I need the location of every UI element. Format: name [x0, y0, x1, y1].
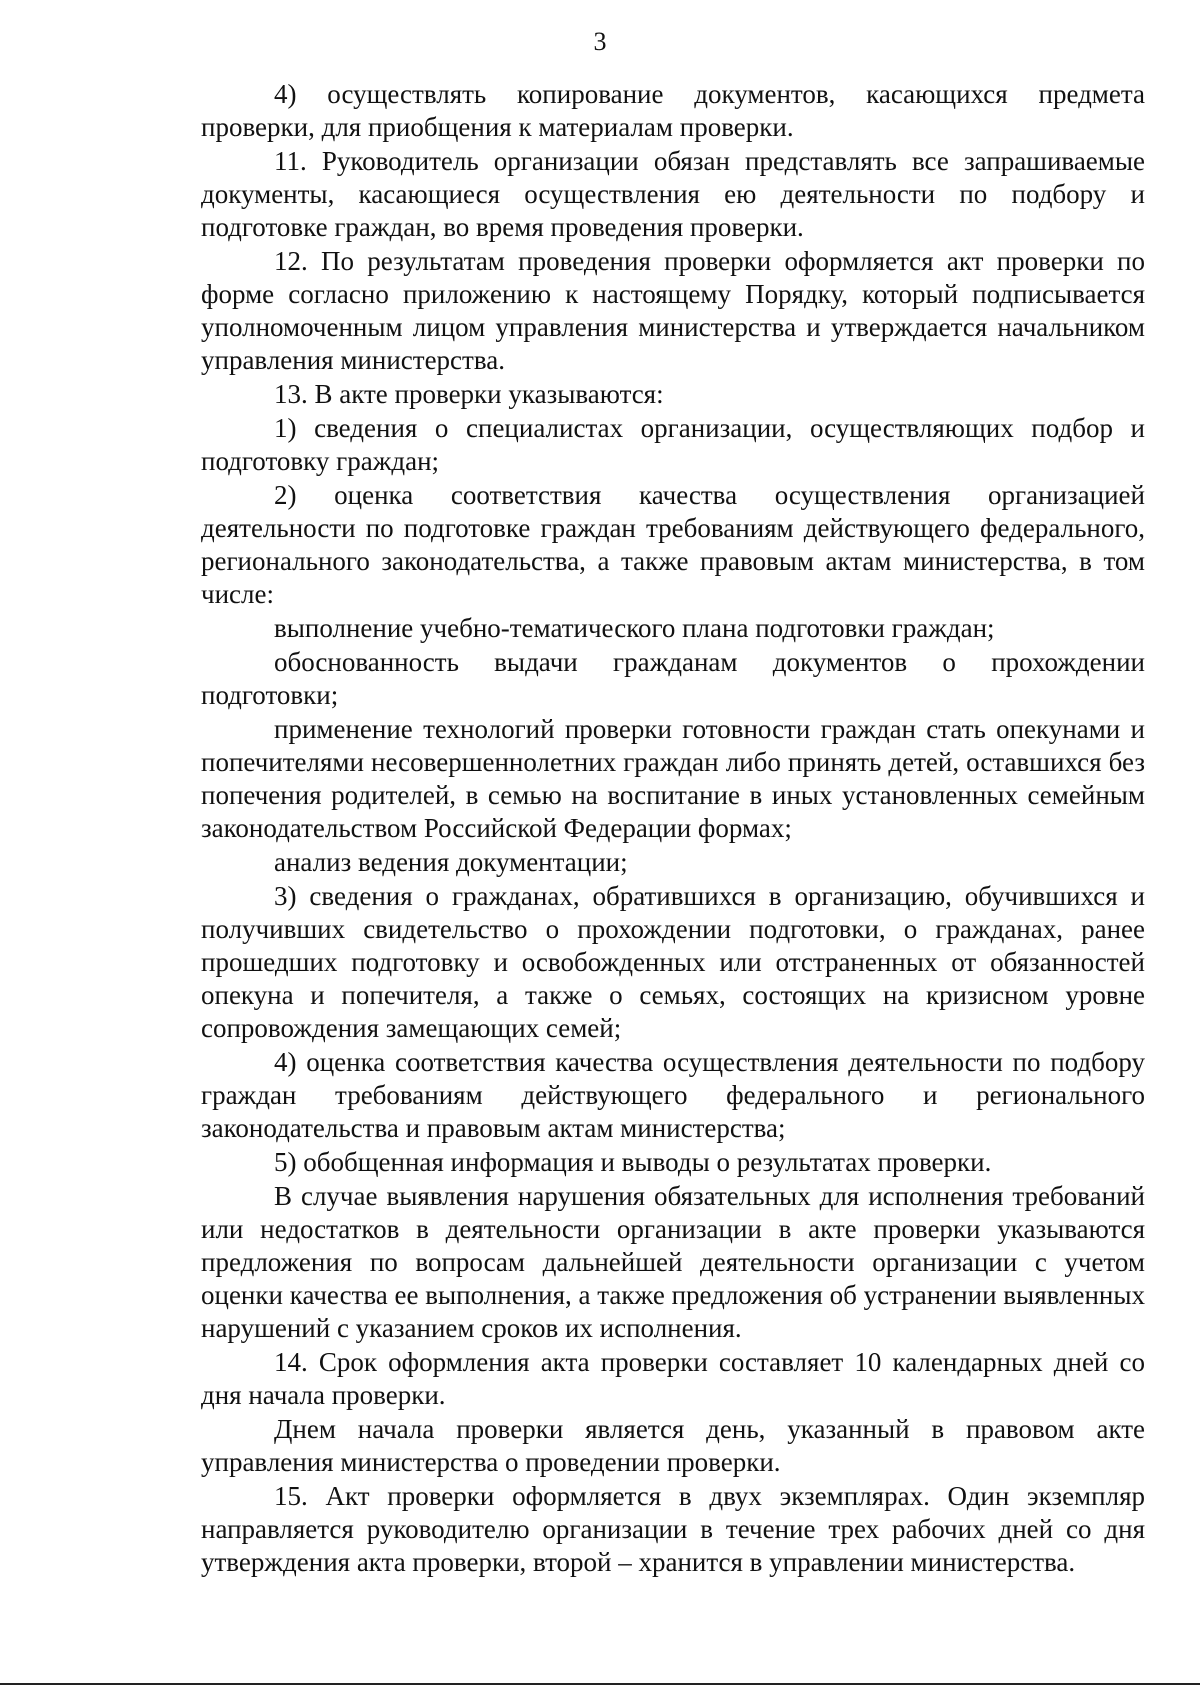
- paragraph: 3) сведения о гражданах, обратившихся в организацию, обучившихся и получивших свидетельство о прохождении подготовки, о гражданах, ранее прошедших подготовку и освобожденных или отстраненных от обязанностей опекуна и попечителя, а также о семьях, состоящих на кризисном уровне сопровождения замещающих семей;: [201, 881, 1145, 1043]
- paragraph: 5) обобщенная информация и выводы о результатах проверки.: [274, 1147, 992, 1177]
- bottom-rule: [0, 1683, 1200, 1685]
- paragraph: применение технологий проверки готовности граждан стать опекунами и попечителями несовершеннолетних граждан либо принять детей, оставшихся без попечения родителей, в семью на воспитание в иных установленных семейным законодательством Российской Федерации формах;: [201, 714, 1145, 843]
- paragraph: 4) оценка соответствия качества осуществления деятельности по подбору граждан требованиям действующего федерального и регионального законодательства и правовым актам министерства;: [201, 1047, 1145, 1143]
- paragraph: 4) осуществлять копирование документов, касающихся предмета проверки, для приобщения к материалам проверки.: [201, 79, 1145, 142]
- paragraph: В случае выявления нарушения обязательных для исполнения требований или недостатков в деятельности организации в акте проверки указываются предложения по вопросам дальнейшей деятельности организации с учетом оценки качества ее выполнения, а также предложения об устранении выявленных нарушений с указанием сроков их исполнения.: [201, 1181, 1145, 1343]
- paragraph: обоснованность выдачи гражданам документов о прохождении подготовки;: [201, 647, 1145, 710]
- paragraph: Днем начала проверки является день, указанный в правовом акте управления министерства о проведении проверки.: [201, 1414, 1145, 1477]
- page-number: 3: [593, 27, 607, 56]
- paragraph: выполнение учебно-тематического плана подготовки граждан;: [274, 613, 995, 643]
- paragraph: 13. В акте проверки указываются:: [274, 379, 664, 409]
- paragraph: анализ ведения документации;: [274, 847, 628, 877]
- paragraph: 11. Руководитель организации обязан представлять все запрашиваемые документы, касающиеся осуществления ею деятельности по подбору и подготовке граждан, во время проведения проверки.: [201, 146, 1145, 242]
- paragraph: 2) оценка соответствия качества осуществления организацией деятельности по подготовке граждан требованиям действующего федерального, регионального законодательства, а также правовым актам министерства, в том числе:: [201, 480, 1145, 609]
- paragraph: 14. Срок оформления акта проверки составляет 10 календарных дней со дня начала проверки.: [201, 1347, 1145, 1410]
- document-body: [201, 78, 1145, 1579]
- paragraph: 15. Акт проверки оформляется в двух экземплярах. Один экземпляр направляется руководителю организации в течение трех рабочих дней со дня утверждения акта проверки, второй – хранится в управлении министерства.: [201, 1481, 1145, 1577]
- paragraph: 12. По результатам проведения проверки оформляется акт проверки по форме согласно приложению к настоящему Порядку, который подписывается уполномоченным лицом управления министерства и утверждается начальником управления министерства.: [201, 246, 1145, 375]
- paragraph: 1) сведения о специалистах организации, осуществляющих подбор и подготовку граждан;: [201, 413, 1145, 476]
